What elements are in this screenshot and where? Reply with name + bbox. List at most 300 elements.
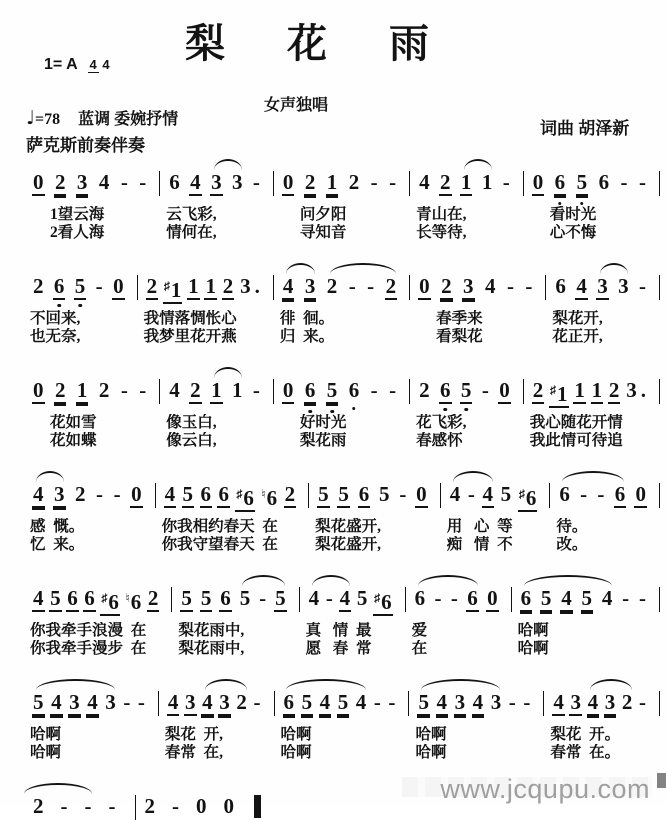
note: 1 xyxy=(481,170,493,194)
accidental-icon: ♯ xyxy=(374,591,381,605)
lyric-verse-2: 哈啊 xyxy=(415,744,447,761)
note: 6 xyxy=(218,482,229,506)
note: 1 xyxy=(188,274,199,298)
lyric-verse-2: 春常 在。 xyxy=(550,744,621,761)
note: 5 xyxy=(275,586,286,610)
note: - xyxy=(84,794,92,818)
note: 6 xyxy=(614,482,626,506)
note: 4 xyxy=(561,586,572,610)
notes-row xyxy=(274,171,410,196)
note: - xyxy=(120,170,128,194)
slur-arc xyxy=(562,471,624,482)
octave-dot xyxy=(308,410,312,414)
lyric-verse-1: 你我相约春天 在 xyxy=(161,518,278,535)
note: - xyxy=(370,378,378,402)
measure xyxy=(159,678,275,762)
measure xyxy=(160,366,274,450)
note: 1 xyxy=(591,378,603,402)
notes-row xyxy=(524,171,660,196)
note: 5 xyxy=(500,482,512,506)
note: - xyxy=(113,482,121,506)
lyric-verse-2: 哈啊 xyxy=(517,640,549,657)
key-prefix: 1= A xyxy=(44,56,78,73)
lyric-verse-1: 你我牵手浪漫 在 xyxy=(30,622,147,639)
lyric-verse-2: 春感怀 xyxy=(416,432,463,449)
measure xyxy=(24,782,136,820)
note: 3 xyxy=(454,690,466,714)
lyric-verse-2: 梨花盛开, xyxy=(315,536,381,553)
note: - xyxy=(370,170,378,194)
note: 4 xyxy=(51,690,62,714)
note: - xyxy=(638,170,646,194)
measure xyxy=(300,574,406,658)
score-line xyxy=(24,574,660,658)
note: 6 xyxy=(200,482,211,506)
note: 5 xyxy=(576,171,589,196)
note: 2 xyxy=(348,170,360,194)
augmentation-dot: . xyxy=(254,274,260,298)
note: 5 xyxy=(182,482,194,506)
lyric-verse-2: 痴 情 不 xyxy=(446,536,513,553)
note: - xyxy=(253,690,261,714)
note: 5 xyxy=(460,379,473,404)
notes-row xyxy=(546,275,660,300)
slur-arc xyxy=(421,679,500,690)
note: - xyxy=(389,170,397,194)
notes-row xyxy=(24,795,136,820)
note: 5 xyxy=(301,690,313,714)
lyric-verse-1: 真 情 最 xyxy=(305,622,372,639)
lyric-verse-1: 我情落惆怅心 xyxy=(143,310,237,327)
note: 3 xyxy=(76,170,88,194)
note: 1 xyxy=(460,170,472,194)
note: 1 xyxy=(231,378,243,402)
note: 5 xyxy=(337,690,349,714)
note: 1 xyxy=(205,274,216,298)
octave-dot xyxy=(558,202,562,206)
note: 3 xyxy=(597,274,608,298)
note: 2 xyxy=(304,170,316,194)
note: 3 xyxy=(570,690,581,714)
notes-row xyxy=(406,587,512,612)
measure xyxy=(160,158,274,242)
slur-arc xyxy=(464,159,492,170)
notes-row xyxy=(136,795,280,820)
lyric-verse-1: 我心随花开情 xyxy=(529,414,623,431)
tempo-style: 蓝调 委婉抒情 xyxy=(78,111,179,128)
lyric-verse-2: 愿 春 常 xyxy=(305,640,372,657)
notes-row xyxy=(275,691,410,716)
note: 5 xyxy=(326,379,339,404)
note: - xyxy=(373,690,381,714)
lyric-verse-2: 忆 来。 xyxy=(30,536,85,553)
note: 6 xyxy=(220,586,231,610)
lyric-verse-1: 好时光 xyxy=(299,414,347,431)
notes-row xyxy=(24,587,172,612)
note: 3 xyxy=(219,690,230,714)
note: - xyxy=(467,482,475,506)
note: 4 xyxy=(169,378,180,402)
time-signature xyxy=(88,58,110,72)
slur-arc xyxy=(286,679,365,690)
lyric-verse-1: 梨花盛开, xyxy=(315,518,381,535)
note: 2 xyxy=(621,690,633,714)
note: 2 xyxy=(222,274,234,298)
note: 6 xyxy=(598,170,610,194)
lyric-verse-1: 1望云海 xyxy=(50,206,105,223)
note: 4 xyxy=(553,690,564,714)
lyric-verse-2: 春常 在, xyxy=(164,744,224,761)
measure xyxy=(24,678,159,762)
note: - xyxy=(508,690,516,714)
octave-dot xyxy=(444,408,448,412)
note: 5 xyxy=(318,482,329,506)
notes-row xyxy=(512,587,660,612)
note: - xyxy=(139,170,147,194)
notes-row xyxy=(524,379,660,404)
note: 5 xyxy=(379,482,390,506)
note: 5 xyxy=(181,586,192,610)
lyric-verse-2: 2看人海 xyxy=(50,224,105,241)
note: 6 xyxy=(555,274,566,298)
note: - xyxy=(620,170,628,194)
score xyxy=(24,158,660,820)
note: - xyxy=(388,690,396,714)
lyric-verse-1: 春季来 xyxy=(436,310,483,327)
accidental-icon: ♯ xyxy=(550,383,557,397)
measure xyxy=(309,470,441,554)
note: - xyxy=(638,690,646,714)
note: 0 xyxy=(499,378,510,402)
lyric-verse-1: 哈啊 xyxy=(517,622,549,639)
note: 4 xyxy=(167,690,179,714)
note: - xyxy=(348,274,356,298)
note: 6 xyxy=(520,586,532,610)
slur-arc xyxy=(214,367,242,378)
score-line xyxy=(24,158,660,242)
lyric-verse-2: 看梨花 xyxy=(436,328,483,345)
note: 2 xyxy=(532,378,544,402)
lyric-verse-2: 情何在, xyxy=(166,224,217,241)
note: - xyxy=(259,586,267,610)
note: 3 xyxy=(463,274,474,298)
note: 0 xyxy=(223,794,234,818)
lyric-verse-2: 也无奈, xyxy=(30,328,81,345)
measure xyxy=(274,158,410,242)
note: 6 xyxy=(67,586,78,610)
slur-arc xyxy=(418,575,478,586)
performance-type: 女声独唱 xyxy=(263,97,328,114)
note: 1 xyxy=(211,378,222,402)
octave-dot xyxy=(464,408,468,412)
time-denominator: 4 xyxy=(102,56,110,72)
accidental-icon: ♮ xyxy=(125,591,130,605)
note: 3 xyxy=(54,482,65,506)
lyric-verse-1: 问夕阳 xyxy=(299,206,347,223)
note: 5 xyxy=(338,482,349,506)
tempo-value: =78 xyxy=(34,111,61,128)
measure xyxy=(550,470,660,554)
score-line xyxy=(24,366,660,450)
slur-arc xyxy=(242,575,285,586)
note: - xyxy=(367,274,375,298)
note: 6 xyxy=(84,586,95,610)
notes-row xyxy=(409,691,544,716)
note: - xyxy=(399,482,407,506)
measure xyxy=(410,262,546,346)
octave-dot xyxy=(57,304,61,308)
note: 4 xyxy=(202,690,213,714)
note: 4 xyxy=(339,586,351,610)
note: 0 xyxy=(282,378,294,402)
note: 6 xyxy=(358,482,370,506)
cutoff-glyph xyxy=(657,773,666,788)
accidental-icon: ♯ xyxy=(101,591,108,605)
slur-arc xyxy=(24,783,92,794)
note: ♯6 xyxy=(100,587,120,616)
note: - xyxy=(622,586,630,610)
note: 6 xyxy=(304,379,317,404)
lyric-verse-1: 像玉白, xyxy=(166,414,217,431)
note: 4 xyxy=(419,170,430,194)
measure xyxy=(24,262,138,346)
measure xyxy=(275,678,410,762)
note: - xyxy=(137,690,145,714)
note: 0 xyxy=(532,170,544,194)
note: 6 xyxy=(169,170,180,194)
song-title: 梨 花 雨 xyxy=(185,21,455,66)
score-line xyxy=(24,678,660,762)
lyric-verse-1: 梨花开, xyxy=(552,310,603,327)
note: ♮6 xyxy=(125,590,142,614)
measure xyxy=(156,470,310,554)
augmentation-dot: . xyxy=(640,378,646,402)
key-signature xyxy=(44,56,110,74)
note: 2 xyxy=(441,274,452,298)
note: 5 xyxy=(540,586,552,610)
lyric-verse-1: 不回来, xyxy=(30,310,81,327)
slur-arc xyxy=(524,575,612,586)
notes-row xyxy=(410,379,524,404)
measure xyxy=(24,574,172,658)
note: 2 xyxy=(33,274,44,298)
note: 3 xyxy=(304,274,316,298)
note: 0 xyxy=(113,274,124,298)
note: 2 xyxy=(284,482,296,506)
note: - xyxy=(139,378,147,402)
slur-arc xyxy=(214,159,242,170)
note: ♯6 xyxy=(373,587,393,616)
note: 2 xyxy=(385,274,397,298)
notes-row xyxy=(274,275,410,300)
lyric-verse-2: 我此情可待追 xyxy=(529,432,623,449)
note: - xyxy=(638,586,646,610)
measure xyxy=(409,678,544,762)
note: 1 xyxy=(326,170,338,194)
slur-arc xyxy=(590,679,632,690)
measure xyxy=(406,574,512,658)
site-watermark: www.jcqupu.com xyxy=(440,774,650,804)
lyric-verse-1: 青山在, xyxy=(416,206,467,223)
sheet-header xyxy=(0,0,666,158)
note: 6 xyxy=(348,379,361,402)
lyric-verse-1: 爱 xyxy=(411,622,428,639)
notes-row xyxy=(410,275,546,300)
note: 4 xyxy=(601,586,613,610)
note: 2 xyxy=(147,586,159,610)
lyric-verse-1: 梨花 开。 xyxy=(550,726,621,743)
notes-row xyxy=(24,171,160,196)
note: 2 xyxy=(54,378,66,402)
notes-row xyxy=(274,379,410,404)
measure xyxy=(138,262,274,346)
note: ♯1 xyxy=(163,275,183,304)
lyric-verse-2: 花如蝶 xyxy=(50,432,97,449)
measure xyxy=(512,574,660,658)
note: 5 xyxy=(33,690,44,714)
note: 0 xyxy=(487,586,498,610)
note: 1 xyxy=(76,378,88,402)
note: - xyxy=(434,586,442,610)
notes-row xyxy=(24,379,160,404)
note: 2 xyxy=(144,794,155,818)
note: 5 xyxy=(356,586,368,610)
note: 2 xyxy=(440,170,451,194)
notes-row xyxy=(138,275,274,300)
note: - xyxy=(580,482,588,506)
measure xyxy=(172,574,299,658)
note: 3 xyxy=(604,690,616,714)
octave-dot xyxy=(352,407,356,411)
note: 1 xyxy=(574,378,585,402)
note: 2 xyxy=(326,274,338,298)
note: 4 xyxy=(485,274,496,298)
note: - xyxy=(389,378,397,402)
measure xyxy=(24,158,160,242)
measure xyxy=(274,366,410,450)
note: 6 xyxy=(283,690,295,714)
note: - xyxy=(506,274,514,298)
note: 4 xyxy=(164,482,176,506)
note: 0 xyxy=(635,482,646,506)
note: 5 xyxy=(74,275,87,300)
note: - xyxy=(96,482,104,506)
lyric-verse-2: 你我守望春天 在 xyxy=(161,536,278,553)
composer-credit: 词曲 胡泽新 xyxy=(540,119,630,138)
note: 4 xyxy=(308,586,320,610)
note: - xyxy=(108,794,116,818)
lyric-verse-2: 改。 xyxy=(556,536,588,553)
note: - xyxy=(95,274,103,298)
notes-row xyxy=(441,483,551,508)
measure xyxy=(544,678,660,762)
note: 6 xyxy=(554,171,567,196)
note: - xyxy=(60,794,68,818)
accidental-icon: ♯ xyxy=(163,279,170,293)
measure xyxy=(546,262,660,346)
note: 0 xyxy=(196,794,207,818)
accidental-icon: ♮ xyxy=(261,487,266,501)
note: - xyxy=(481,378,489,402)
note: 2 xyxy=(98,378,110,402)
note: 5 xyxy=(239,586,251,610)
lyric-verse-1: 花如雪 xyxy=(50,414,97,431)
note: 4 xyxy=(319,690,331,714)
note: 3 xyxy=(69,690,80,714)
note: 5 xyxy=(50,586,61,610)
lyric-verse-1: 梨花雨中, xyxy=(178,622,245,639)
time-numerator: 4 xyxy=(89,56,97,72)
note: - xyxy=(123,690,131,714)
lyric-verse-1: 哈啊 xyxy=(30,726,62,743)
lyric-verse-2: 寻知音 xyxy=(299,224,347,241)
measure xyxy=(441,470,551,554)
note: 6 xyxy=(414,586,426,610)
lyric-verse-1: 花飞彩, xyxy=(416,414,467,431)
lyric-verse-1: 待。 xyxy=(556,518,588,535)
note: 4 xyxy=(190,170,201,194)
note: 0 xyxy=(416,482,427,506)
notes-row xyxy=(24,691,159,716)
note: 3 xyxy=(490,690,502,714)
slur-arc xyxy=(600,263,628,274)
note: - xyxy=(325,586,333,610)
notes-row xyxy=(300,587,406,612)
note: 2 xyxy=(419,378,430,402)
octave-dot xyxy=(330,410,334,414)
lyric-verse-1: 哈啊 xyxy=(415,726,447,743)
slur-arc xyxy=(36,679,115,690)
note: ♯6 xyxy=(235,483,255,512)
lyric-verse-1: 看时光 xyxy=(549,206,597,223)
note: - xyxy=(450,586,458,610)
note: ♯6 xyxy=(518,483,538,512)
note: ♮6 xyxy=(261,486,278,510)
lyric-verse-1: 梨花 开, xyxy=(164,726,224,743)
accidental-icon: ♯ xyxy=(236,487,243,501)
notes-row xyxy=(410,171,524,196)
accidental-icon: ♯ xyxy=(518,487,525,501)
note: - xyxy=(172,794,179,818)
note: 2 xyxy=(146,274,158,298)
lyric-verse-2: 心不悔 xyxy=(549,224,597,241)
measure xyxy=(410,366,524,450)
note: - xyxy=(525,274,533,298)
lyric-verse-2: 花正开, xyxy=(552,328,603,345)
note: 3 . xyxy=(626,378,646,402)
note: 4 xyxy=(87,690,98,714)
lyric-verse-2: 哈啊 xyxy=(30,744,62,761)
notes-row xyxy=(172,587,299,612)
slur-arc xyxy=(453,471,493,482)
note: 3 xyxy=(618,274,629,298)
note: 2 xyxy=(236,690,247,714)
note: - xyxy=(638,274,646,298)
note: 4 xyxy=(472,690,484,714)
note: - xyxy=(523,690,531,714)
measure xyxy=(24,470,156,554)
note: 6 xyxy=(467,586,478,610)
note: 4 xyxy=(33,482,44,506)
measure xyxy=(524,366,660,450)
measure xyxy=(410,158,524,242)
lyric-verse-2: 哈啊 xyxy=(280,744,312,761)
slur-arc xyxy=(205,679,247,690)
intro-note: 萨克斯前奏伴奏 xyxy=(26,136,145,155)
note: 0 xyxy=(33,170,44,194)
measure xyxy=(274,262,410,346)
note: 4 xyxy=(98,170,110,194)
